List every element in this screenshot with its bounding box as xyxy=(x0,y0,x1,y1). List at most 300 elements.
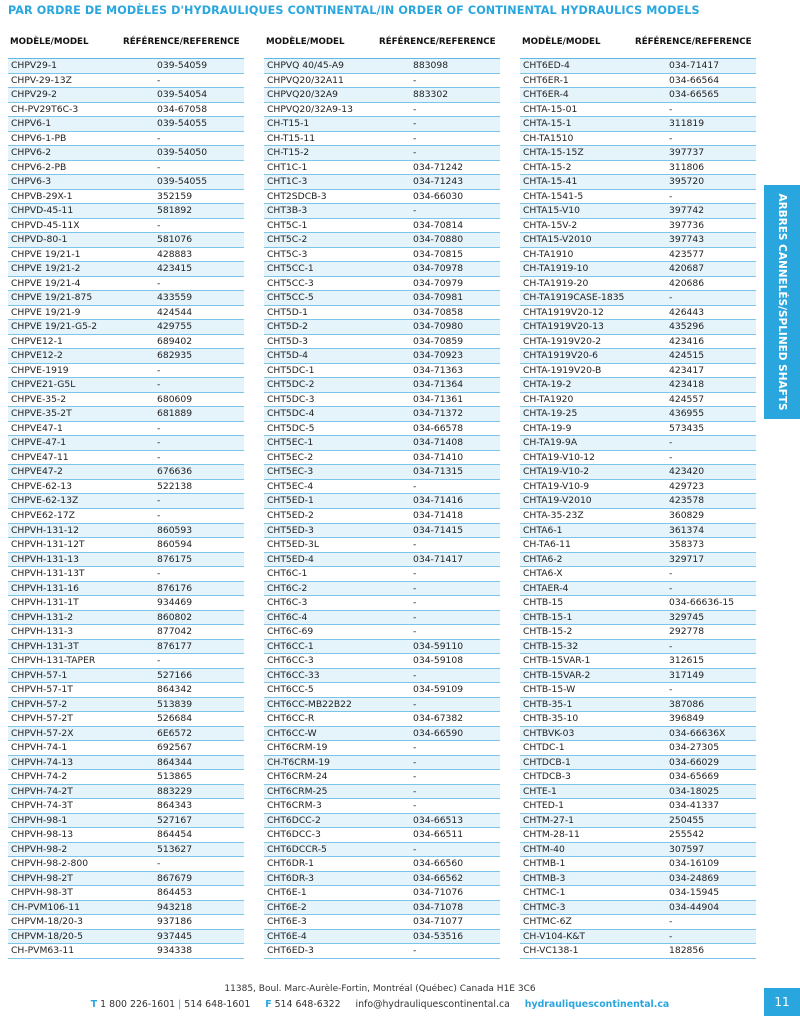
reference-cell: 860802 xyxy=(157,611,193,623)
reference-cell: 689402 xyxy=(157,335,193,347)
table-row xyxy=(264,349,500,364)
reference-cell: 034-41337 xyxy=(669,800,720,812)
reference-cell: 034-71417 xyxy=(413,553,464,565)
model-cell: CHTA1919V20-13 xyxy=(523,321,604,333)
model-cell: CHTA19-V10-12 xyxy=(523,451,595,463)
reference-cell: - xyxy=(413,843,417,855)
model-cell: CHPVH-74-13 xyxy=(11,756,74,768)
table-row xyxy=(264,828,500,843)
model-header: MODÈLE/MODEL xyxy=(522,37,601,47)
model-cell: CHPVH-131-3T xyxy=(11,640,79,652)
reference-cell: 034-70858 xyxy=(413,306,464,318)
model-header: MODÈLE/MODEL xyxy=(10,37,89,47)
model-cell: CH-TA1510 xyxy=(523,132,574,144)
reference-cell: 034-66564 xyxy=(669,74,720,86)
model-cell: CHPVE-1919 xyxy=(11,364,69,376)
table-row xyxy=(8,335,244,350)
model-cell: CHT6C-3 xyxy=(267,597,308,609)
reference-cell: 034-70979 xyxy=(413,277,464,289)
model-cell: CH-TA19-9A xyxy=(523,437,578,449)
model-cell: CHT5C-2 xyxy=(267,234,308,246)
table-row xyxy=(520,262,756,277)
model-cell: CHPVH-74-2 xyxy=(11,771,68,783)
table-row xyxy=(264,770,500,785)
model-cell: CHT6E-3 xyxy=(267,916,307,928)
reference-cell: 876177 xyxy=(157,640,193,652)
reference-cell: 034-44904 xyxy=(669,901,720,913)
reference-cell: 436955 xyxy=(669,408,705,420)
page-title: PAR ORDRE DE MODÈLES D'HYDRAULIQUES CONTINENTAL/IN ORDER OF CONTINENTAL HYDRAULICS MODELS xyxy=(8,4,700,17)
table-row xyxy=(8,901,244,916)
reference-cell: 867679 xyxy=(157,872,193,884)
model-cell: CHTA-1541-5 xyxy=(523,190,584,202)
model-cell: CHTMB-3 xyxy=(523,872,566,884)
reference-cell: 423417 xyxy=(669,364,705,376)
reference-cell: 034-66636-15 xyxy=(669,597,735,609)
reference-cell: - xyxy=(669,684,673,696)
table-row xyxy=(264,88,500,103)
table-row xyxy=(8,828,244,843)
model-cell: CHT6CC-W xyxy=(267,727,317,739)
table-column-3 xyxy=(520,36,756,959)
table-row xyxy=(264,422,500,437)
model-cell: CHTA-1919V20-2 xyxy=(523,335,602,347)
model-cell: CHPVH-131-12T xyxy=(11,539,85,551)
table-row xyxy=(264,843,500,858)
reference-cell: 034-71417 xyxy=(669,60,720,71)
model-cell: CHPV6-1-PB xyxy=(11,132,67,144)
table-row xyxy=(520,132,756,147)
table-column-2 xyxy=(264,36,500,959)
reference-cell: 513839 xyxy=(157,698,193,710)
table-rows xyxy=(520,58,756,959)
table-row xyxy=(520,567,756,582)
reference-cell: - xyxy=(157,451,161,463)
model-cell: CHT5CC-5 xyxy=(267,292,314,304)
reference-cell: 522138 xyxy=(157,480,193,492)
table-row xyxy=(520,756,756,771)
model-cell: CHPV6-3 xyxy=(11,176,52,188)
table-row xyxy=(264,59,500,74)
reference-cell: 034-70815 xyxy=(413,248,464,260)
model-cell: CHTAER-4 xyxy=(523,582,569,594)
table-row xyxy=(520,103,756,118)
table-row xyxy=(520,799,756,814)
table-row xyxy=(264,930,500,945)
table-row xyxy=(520,698,756,713)
model-cell: CHTA-19-25 xyxy=(523,408,578,420)
table-row xyxy=(264,654,500,669)
table-row xyxy=(520,901,756,916)
table-row xyxy=(520,451,756,466)
model-cell: CHT5C-1 xyxy=(267,219,308,231)
table-row xyxy=(520,161,756,176)
table-row xyxy=(520,436,756,451)
table-row xyxy=(8,683,244,698)
reference-cell: 423415 xyxy=(157,263,193,275)
reference-cell: 424515 xyxy=(669,350,705,362)
reference-cell: 311819 xyxy=(669,118,705,130)
reference-cell: 864343 xyxy=(157,800,193,812)
model-cell: CHPVE 19/21-1 xyxy=(11,248,81,260)
model-cell: CHTED-1 xyxy=(523,800,564,812)
table-row xyxy=(8,524,244,539)
table-row xyxy=(520,117,756,132)
reference-cell: - xyxy=(157,509,161,521)
reference-cell: 527167 xyxy=(157,814,193,826)
table-row xyxy=(8,306,244,321)
model-cell: CHPVH-57-1 xyxy=(11,669,68,681)
reference-cell: 423577 xyxy=(669,248,705,260)
table-row xyxy=(520,233,756,248)
table-row xyxy=(8,494,244,509)
table-row xyxy=(8,654,244,669)
reference-cell: 034-66565 xyxy=(669,89,720,101)
model-cell: CHTA1919V20-12 xyxy=(523,306,604,318)
model-cell: CHPVM-18/20-5 xyxy=(11,930,84,942)
model-cell: CHT6E-4 xyxy=(267,930,307,942)
reference-cell: 182856 xyxy=(669,945,705,957)
model-cell: CHPVH-57-2 xyxy=(11,698,68,710)
table-row xyxy=(8,262,244,277)
model-cell: CHPVQ20/32A11 xyxy=(267,74,344,86)
table-row xyxy=(8,233,244,248)
table-row xyxy=(264,190,500,205)
model-cell: CHPVD-45-11X xyxy=(11,219,80,231)
model-cell: CHPVE47-2 xyxy=(11,466,63,478)
table-row xyxy=(264,799,500,814)
model-cell: CHPVD-45-11 xyxy=(11,205,74,217)
table-row xyxy=(264,625,500,640)
model-cell: CHTDC-1 xyxy=(523,742,565,754)
separator: | xyxy=(178,999,182,1010)
model-cell: CHTMB-1 xyxy=(523,858,566,870)
reference-cell: 307597 xyxy=(669,843,705,855)
table-row xyxy=(264,320,500,335)
model-cell: CHTM-40 xyxy=(523,843,565,855)
reference-cell: - xyxy=(669,930,673,942)
reference-cell: 039-54059 xyxy=(157,60,208,71)
model-cell: CHT5D-4 xyxy=(267,350,309,362)
reference-cell: 423578 xyxy=(669,495,705,507)
reference-cell: - xyxy=(669,190,673,202)
reference-cell: - xyxy=(413,118,417,130)
column-header xyxy=(264,36,500,50)
reference-cell: 034-66590 xyxy=(413,727,464,739)
model-cell: CHT6DR-3 xyxy=(267,872,315,884)
table-rows xyxy=(264,58,500,959)
table-row xyxy=(8,59,244,74)
model-cell: CHPVH-74-1 xyxy=(11,742,68,754)
model-cell: CHTA-35-23Z xyxy=(523,509,584,521)
model-cell: CH-V104-K&T xyxy=(523,930,586,942)
reference-cell: 676636 xyxy=(157,466,193,478)
reference-cell: 358373 xyxy=(669,539,705,551)
model-cell: CHPVM-18/20-3 xyxy=(11,916,84,928)
model-cell: CHT6C-4 xyxy=(267,611,308,623)
model-cell: CHTB-15VAR-1 xyxy=(523,655,591,667)
reference-cell: 883302 xyxy=(413,89,449,101)
reference-cell: 864342 xyxy=(157,684,193,696)
reference-cell: 513627 xyxy=(157,843,193,855)
model-cell: CHPVH-131-TAPER xyxy=(11,655,96,667)
model-cell: CH-TA1919CASE-1835 xyxy=(523,292,625,304)
table-row xyxy=(520,393,756,408)
reference-cell: - xyxy=(413,103,417,115)
table-row xyxy=(8,393,244,408)
table-row xyxy=(520,930,756,945)
reference-cell: 352159 xyxy=(157,190,193,202)
reference-cell: - xyxy=(157,437,161,449)
model-cell: CHPVH-131-16 xyxy=(11,582,79,594)
reference-cell: 526684 xyxy=(157,713,193,725)
model-header: MODÈLE/MODEL xyxy=(266,37,345,47)
model-cell: CHPVH-57-2X xyxy=(11,727,74,739)
phone-number-local: 514 648-1601 xyxy=(184,999,251,1010)
model-cell: CHPVE 19/21-G5-2 xyxy=(11,321,98,333)
model-cell: CHT5EC-3 xyxy=(267,466,314,478)
table-row xyxy=(264,669,500,684)
table-row xyxy=(264,567,500,582)
table-row xyxy=(8,538,244,553)
model-cell: CH-TA1919-10 xyxy=(523,263,589,275)
reference-cell: 034-66511 xyxy=(413,829,464,841)
reference-cell: - xyxy=(413,698,417,710)
reference-cell: 934338 xyxy=(157,945,193,957)
footer-address: 11385, Boul. Marc-Aurèle-Fortin, Montréal (Québec) Canada H1E 3C6 xyxy=(224,984,536,994)
model-cell: CHTE-1 xyxy=(523,785,557,797)
table-row xyxy=(8,785,244,800)
table-row xyxy=(264,161,500,176)
reference-cell: 034-27305 xyxy=(669,742,720,754)
table-row xyxy=(264,103,500,118)
table-row xyxy=(520,625,756,640)
table-row xyxy=(8,814,244,829)
model-cell: CHT5ED-3L xyxy=(267,539,319,551)
reference-cell: - xyxy=(157,858,161,870)
reference-cell: 423420 xyxy=(669,466,705,478)
table-row xyxy=(520,277,756,292)
table-row xyxy=(8,219,244,234)
model-cell: CHTB-15-32 xyxy=(523,640,579,652)
reference-cell: 034-71361 xyxy=(413,393,464,405)
model-cell: CHT2SDCB-3 xyxy=(267,190,327,202)
table-row xyxy=(264,509,500,524)
model-cell: CHT5EC-1 xyxy=(267,437,314,449)
reference-cell: - xyxy=(157,422,161,434)
model-cell: CH-TA1910 xyxy=(523,248,574,260)
reference-cell: 034-15945 xyxy=(669,887,720,899)
model-cell: CHPV29-2 xyxy=(11,89,58,101)
table-row xyxy=(8,799,244,814)
reference-cell: - xyxy=(413,756,417,768)
table-row xyxy=(264,872,500,887)
model-cell: CHTBVK-03 xyxy=(523,727,575,739)
table-row xyxy=(520,291,756,306)
table-row xyxy=(520,335,756,350)
reference-cell: - xyxy=(413,74,417,86)
table-row xyxy=(520,219,756,234)
reference-cell: 039-54054 xyxy=(157,89,208,101)
reference-cell: 034-70978 xyxy=(413,263,464,275)
reference-cell: 876175 xyxy=(157,553,193,565)
model-cell: CHPV6-1 xyxy=(11,118,52,130)
table-row xyxy=(264,915,500,930)
model-cell: CHTMC-3 xyxy=(523,901,566,913)
table-row xyxy=(8,103,244,118)
model-cell: CHT6CRM-19 xyxy=(267,742,328,754)
reference-cell: 573435 xyxy=(669,422,705,434)
reference-cell: 423418 xyxy=(669,379,705,391)
reference-cell: - xyxy=(669,582,673,594)
reference-cell: 034-70814 xyxy=(413,219,464,231)
reference-cell: 934469 xyxy=(157,597,193,609)
reference-cell: - xyxy=(413,539,417,551)
model-cell: CHTA-19-2 xyxy=(523,379,572,391)
reference-cell: 039-54055 xyxy=(157,118,208,130)
model-cell: CHTA19-V2010 xyxy=(523,495,592,507)
reference-cell: 864453 xyxy=(157,887,193,899)
table-row xyxy=(520,857,756,872)
table-row xyxy=(520,596,756,611)
model-cell: CHPVE-47-1 xyxy=(11,437,67,449)
model-cell: CHT6CC-5 xyxy=(267,684,314,696)
model-cell: CHPVE 19/21-9 xyxy=(11,306,81,318)
reference-cell: 034-59108 xyxy=(413,655,464,667)
model-cell: CHT6DCCR-5 xyxy=(267,843,327,855)
reference-cell: 312615 xyxy=(669,655,705,667)
reference-cell: 396849 xyxy=(669,713,705,725)
model-cell: CHPVH-131-3 xyxy=(11,626,74,638)
table-row xyxy=(8,582,244,597)
model-cell: CHPVQ20/32A9 xyxy=(267,89,338,101)
reference-cell: - xyxy=(157,219,161,231)
reference-cell: 692567 xyxy=(157,742,193,754)
table-row xyxy=(520,727,756,742)
reference-cell: 311806 xyxy=(669,161,705,173)
table-row xyxy=(520,204,756,219)
model-cell: CHT6C-2 xyxy=(267,582,308,594)
table-row xyxy=(8,727,244,742)
table-row xyxy=(264,480,500,495)
model-cell: CHPVE62-17Z xyxy=(11,509,75,521)
reference-cell: 433559 xyxy=(157,292,193,304)
model-cell: CHTA15-V2010 xyxy=(523,234,592,246)
table-row xyxy=(264,756,500,771)
reference-cell: 034-59110 xyxy=(413,640,464,652)
model-cell: CHT5D-3 xyxy=(267,335,309,347)
table-row xyxy=(264,175,500,190)
table-row xyxy=(8,611,244,626)
reference-cell: 034-71315 xyxy=(413,466,464,478)
reference-cell: 435296 xyxy=(669,321,705,333)
reference-cell: 034-66562 xyxy=(413,872,464,884)
reference-cell: 255542 xyxy=(669,829,705,841)
table-row xyxy=(264,233,500,248)
table-row xyxy=(8,465,244,480)
table-row xyxy=(264,814,500,829)
model-cell: CHT6CRM-3 xyxy=(267,800,322,812)
table-row xyxy=(520,146,756,161)
reference-cell: - xyxy=(413,611,417,623)
table-row xyxy=(520,175,756,190)
reference-cell: - xyxy=(157,161,161,173)
table-row xyxy=(520,480,756,495)
model-cell: CHTA-15-2 xyxy=(523,161,572,173)
reference-cell: 034-71242 xyxy=(413,161,464,173)
model-cell: CHTB-15VAR-2 xyxy=(523,669,591,681)
model-cell: CHPVH-98-2T xyxy=(11,872,73,884)
reference-cell: 360829 xyxy=(669,509,705,521)
model-cell: CHTA1919V20-6 xyxy=(523,350,599,362)
reference-cell: - xyxy=(157,364,161,376)
model-cell: CHTDCB-3 xyxy=(523,771,571,783)
website-link[interactable]: hydrauliquescontinental.ca xyxy=(524,999,670,1010)
model-cell: CHT6E-1 xyxy=(267,887,307,899)
table-row xyxy=(8,756,244,771)
reference-cell: 6E6572 xyxy=(157,727,193,739)
model-cell: CHT6CC-1 xyxy=(267,640,314,652)
model-cell: CHPVH-131-12 xyxy=(11,524,79,536)
table-row xyxy=(264,436,500,451)
reference-cell: 034-71076 xyxy=(413,887,464,899)
table-row xyxy=(8,349,244,364)
fax-label: F xyxy=(265,999,272,1010)
model-cell: CHPV29-1 xyxy=(11,60,58,71)
model-cell: CHTMC-1 xyxy=(523,887,566,899)
model-cell: CHTA-15V-2 xyxy=(523,219,578,231)
model-cell: CHT5ED-4 xyxy=(267,553,314,565)
reference-cell: - xyxy=(413,945,417,957)
model-cell: CHPVE-62-13Z xyxy=(11,495,79,507)
table-row xyxy=(520,741,756,756)
table-row xyxy=(264,364,500,379)
reference-cell: 034-71372 xyxy=(413,408,464,420)
reference-cell: - xyxy=(413,568,417,580)
table-row xyxy=(520,509,756,524)
model-cell: CH-T15-11 xyxy=(267,132,316,144)
table-row xyxy=(8,741,244,756)
model-cell: CHT6C-69 xyxy=(267,626,314,638)
reference-cell: 876176 xyxy=(157,582,193,594)
table-row xyxy=(520,654,756,669)
table-row xyxy=(520,553,756,568)
table-row xyxy=(8,277,244,292)
reference-cell: 877042 xyxy=(157,626,193,638)
model-cell: CHT5DC-3 xyxy=(267,393,315,405)
reference-cell: 428883 xyxy=(157,248,193,260)
reference-cell: 034-66029 xyxy=(669,756,720,768)
model-cell: CHTA-15-15Z xyxy=(523,147,584,159)
reference-cell: 034-18025 xyxy=(669,785,720,797)
table-row xyxy=(8,291,244,306)
reference-cell: - xyxy=(669,292,673,304)
table-row xyxy=(264,204,500,219)
reference-cell: 034-65669 xyxy=(669,771,720,783)
reference-header: RÉFÉRENCE/REFERENCE xyxy=(379,37,496,47)
reference-cell: 034-70859 xyxy=(413,335,464,347)
reference-cell: 682935 xyxy=(157,350,193,362)
model-cell: CH-T6CRM-19 xyxy=(267,756,330,768)
table-row xyxy=(264,611,500,626)
table-row xyxy=(264,378,500,393)
reference-cell: 034-59109 xyxy=(413,684,464,696)
reference-cell: - xyxy=(669,451,673,463)
reference-cell: - xyxy=(157,277,161,289)
model-cell: CHPVH-131-13T xyxy=(11,568,85,580)
email-link[interactable]: info@hydrauliquescontinental.ca xyxy=(355,999,510,1010)
reference-cell: 937186 xyxy=(157,916,193,928)
